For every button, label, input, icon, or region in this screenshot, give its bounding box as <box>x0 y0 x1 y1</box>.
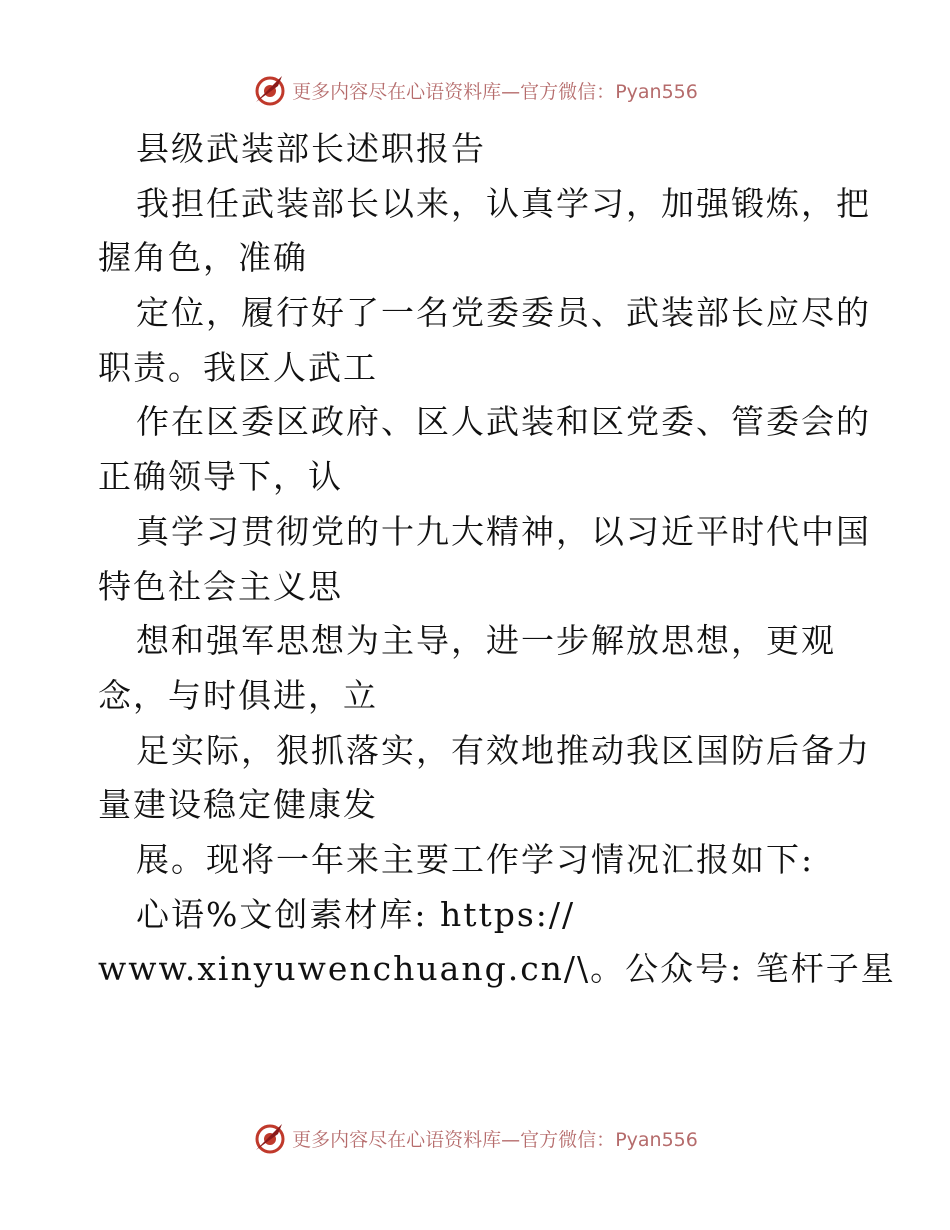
paragraph-line: 量建设稳定健康发 <box>98 785 378 825</box>
banner-separator: — <box>501 1128 521 1151</box>
banner-wechat-label: 官方微信： <box>520 1128 616 1151</box>
paragraph-line: 握角色，准确 <box>98 238 308 278</box>
banner-wechat-id: Pyan556 <box>615 1128 698 1151</box>
document-body <box>98 122 896 997</box>
paragraph-line: 想和强军思想为主导，进一步解放思想，更观 <box>136 621 836 661</box>
footer-watermark-banner <box>0 1118 950 1158</box>
paragraph-line: 我担任武装部长以来，认真学习，加强锻炼，把 <box>136 183 871 223</box>
quill-seal-icon <box>252 72 288 108</box>
quill-seal-icon <box>252 1120 288 1156</box>
paragraph-line: 正确领导下，认 <box>98 457 343 497</box>
banner-wechat-label: 官方微信： <box>520 80 616 103</box>
paragraph-line: 足实际，狠抓落实，有效地推动我区国防后备力 <box>136 730 871 770</box>
paragraph-line: 特色社会主义思 <box>98 566 343 606</box>
paragraph-line: 职责。我区人武工 <box>98 347 378 387</box>
paragraph-line: 念，与时俱进，立 <box>98 675 378 715</box>
banner-text <box>292 1125 698 1152</box>
document-title: 县级武装部长述职报告 <box>136 129 486 168</box>
banner-text <box>292 77 698 104</box>
header-watermark-banner <box>0 70 950 110</box>
paragraph-line: 定位，履行好了一名党委委员、武装部长应尽的 <box>136 293 871 333</box>
source-url-line: www.xinyuwenchuang.cn/\。公众号: 笔杆子星 <box>98 949 896 989</box>
source-line: 心语%文创素材库: https:// <box>136 894 576 934</box>
banner-brand: 更多内容尽在心语资料库 <box>292 80 502 103</box>
paragraph-line: 作在区委区政府、区人武装和区党委、管委会的 <box>136 402 871 442</box>
paragraph-line: 展。现将一年来主要工作学习情况汇报如下: <box>136 839 815 879</box>
banner-separator: — <box>501 80 521 103</box>
banner-wechat-id: Pyan556 <box>615 80 698 103</box>
banner-brand: 更多内容尽在心语资料库 <box>292 1128 502 1151</box>
paragraph-line: 真学习贯彻党的十九大精神，以习近平时代中国 <box>136 511 871 551</box>
